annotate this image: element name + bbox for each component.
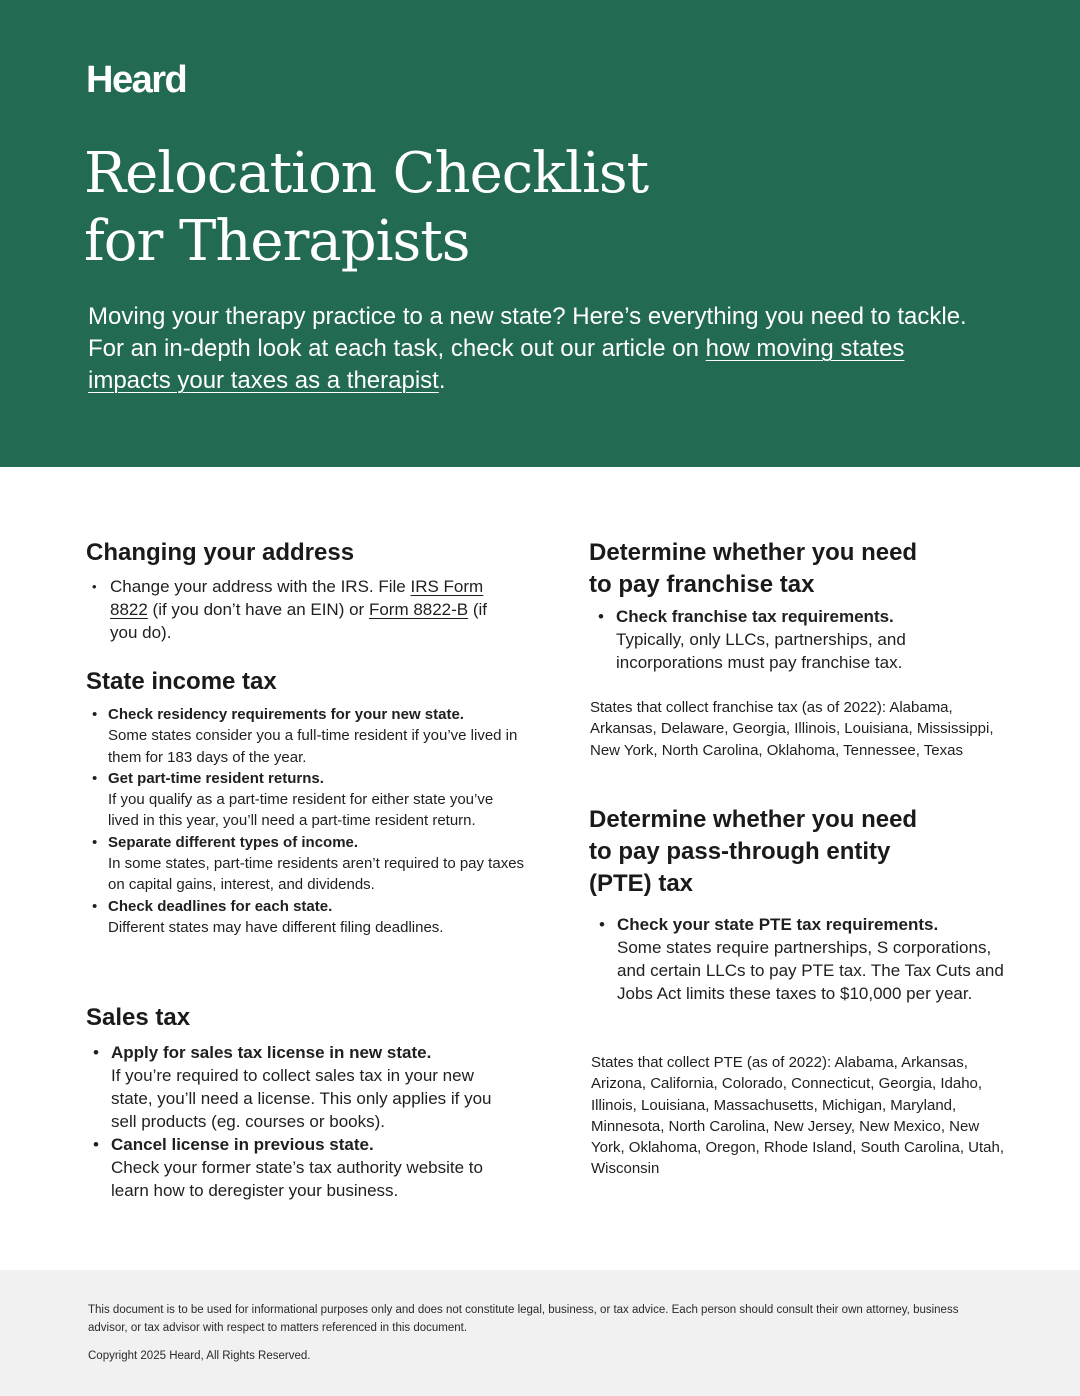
item-body: Some states require partnerships, S corporations, and certain LLCs to pay PTE tax. The Tax Cuts and Jobs Act limits these taxes to $10,000 per year. [617, 938, 1004, 1003]
disclaimer: This document is to be used for informational purposes only and does not constitute legal, business, or tax advice. Each person should consult their own attorney, business advisor, or tax advisor with respect to matters referenced in this document. [88, 1304, 959, 1334]
intro-text: Moving your therapy practice to a new state? Here’s everything you need to tackle. For an in-depth look at each task, check out our article on [88, 303, 967, 362]
heard-logo: Heard [86, 59, 187, 101]
list-item [110, 575, 510, 644]
page-title [84, 140, 884, 276]
item-body: If you’re required to collect sales tax in your new state, you’ll need a license. This only applies if you sell products (eg. courses or books). [111, 1066, 492, 1131]
list-item [616, 605, 1016, 674]
franchise-list [616, 605, 1016, 674]
item-body: In some states, part-time residents aren’t required to pay taxes on capital gains, interest, and dividends. [108, 855, 525, 894]
copyright: Copyright 2025 Heard, All Rights Reserved. [88, 1350, 311, 1362]
list-item [108, 768, 528, 832]
item-title: • Cancel license in previous state. [111, 1135, 374, 1154]
title-line-2: for Therapists [84, 209, 470, 274]
item-title: • Get part-time resident returns. [108, 769, 324, 787]
intro-end: . [438, 367, 446, 394]
article-link[interactable]: how moving states impacts your taxes as a therapist [88, 335, 905, 394]
title-line-1: Relocation Checklist [84, 141, 649, 206]
list-item [617, 913, 1017, 1005]
address-list [110, 575, 510, 644]
item-body: Different states may have different filing deadlines. [108, 918, 444, 936]
franchise-heading-line-2: to pay franchise tax [589, 571, 815, 598]
address-text-3: (if you do). [110, 600, 488, 642]
franchise-heading [589, 537, 1029, 601]
sales-list [111, 1041, 511, 1202]
pte-states: States that collect PTE (as of 2022): Alabama, Arkansas, Arizona, California, Colorado, Connecticut, Georgia, Idaho, Illinois, Louisiana, Massachusetts, Michigan, Maryland, Minnesota, North Carolina, New Jersey, New Mexico, New York, Oklahoma, Oregon, Rhode Island, South Carolina, Utah, Wisconsin [591, 1054, 1005, 1178]
item-title: • Check residency requirements for your new state. [108, 706, 464, 723]
item-body: Some states consider you a full-time resident if you’ve lived in them for 183 days of the year. [108, 727, 518, 766]
list-item [111, 1133, 511, 1202]
irs-form-8822-link[interactable]: IRS Form 8822 [110, 577, 484, 619]
item-title: • Check franchise tax requirements. [616, 607, 894, 626]
pte-heading-line-3: (PTE) tax [589, 870, 694, 897]
pte-heading-line-2: to pay pass-through entity [589, 838, 891, 865]
item-body: If you qualify as a part-time resident for either state you’ve lived in this year, you’ll need a part-time resident return. [108, 791, 494, 830]
item-title: • Separate different types of income. [108, 833, 359, 851]
footer [0, 1270, 1080, 1396]
item-body: Typically, only LLCs, partnerships, and incorporations must pay franchise tax. [616, 630, 906, 672]
address-text-1: Change your address with the IRS. File [110, 577, 411, 596]
header-banner [0, 0, 1080, 467]
list-item [108, 704, 528, 768]
form-8822b-link[interactable]: Form 8822-B [368, 600, 469, 619]
intro-paragraph [88, 301, 988, 397]
item-title: • Check your state PTE tax requirements. [617, 915, 939, 934]
pte-list [617, 913, 1017, 1005]
pte-heading-line-1: Determine whether you need [589, 806, 918, 833]
item-body: Check your former state’s tax authority website to learn how to deregister your business. [111, 1158, 483, 1200]
list-item [108, 832, 528, 896]
list-item [111, 1041, 511, 1133]
address-text-2: (if you don’t have an EIN) or [147, 600, 369, 619]
item-title: • Check deadlines for each state. [108, 897, 333, 915]
income-heading: State income tax [86, 668, 277, 695]
franchise-states: States that collect franchise tax (as of 2022): Alabama, Arkansas, Delaware, Georgia, Illinois, Louisiana, Mississippi, New York, North Carolina, Oklahoma, Tennessee, Texas [590, 699, 994, 759]
income-list [108, 704, 528, 938]
address-heading: Changing your address [86, 539, 355, 566]
item-title: • Apply for sales tax license in new state. [111, 1043, 432, 1062]
sales-heading: Sales tax [86, 1004, 191, 1031]
pte-heading [589, 804, 1029, 900]
list-item [108, 896, 528, 939]
franchise-heading-line-1: Determine whether you need [589, 539, 918, 566]
